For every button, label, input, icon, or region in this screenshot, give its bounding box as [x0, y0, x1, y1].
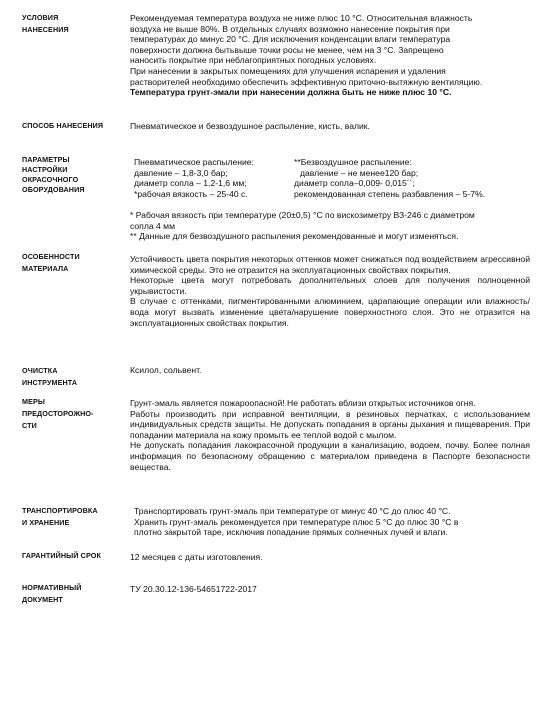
text-line: **Безвоздушное распыление: — [294, 157, 412, 167]
warranty-text — [130, 552, 530, 563]
text-line: Ксилол, сольвент. — [130, 365, 202, 375]
label-precautions: МЕРЫ ПРЕДОСТОРОЖНО- СТИ — [22, 397, 94, 430]
text-line: Рекомендуемая температура воздуха не ниже плюс 10 °С. Относительная влажность — [130, 13, 473, 23]
text-line: воздуха не выше 80%. В отдельных случаях возможно нанесение покрытия при — [130, 23, 450, 34]
application-conditions-text — [130, 13, 530, 98]
text-line: * Рабочая вязкость при температуре (20±0,5) °С по вискозиметру ВЗ-246 с диаметром — [130, 210, 475, 220]
text-line: ТУ 20.30.12-136-54651722-2017 — [130, 584, 257, 594]
paragraph: Грунт-эмаль является пожароопасной! Не работать вблизи открытых источников огня. — [130, 398, 476, 408]
text-line: рекомендованная степень разбавления – 5-7%. — [294, 188, 486, 199]
airless-params — [294, 157, 485, 199]
precautions-text — [130, 398, 530, 472]
paragraph: Не допускать попадания лакокрасочной продукции в канализацию, водоем, почву. Более полная информация по безопасному обращению с материалом приведена в Паспорте безопасности вещества. — [130, 440, 530, 472]
material-features-text — [130, 254, 530, 328]
text-line: *рабочая вязкость – 25-40 с. — [134, 188, 248, 199]
text-line: Транспортировать грунт-эмаль при температуре от минус 40 °С до плюс 40 °С. — [134, 506, 451, 516]
text-line: плотно закрытой таре, исключив попадание прямых солнечных лучей и влаги. — [134, 527, 448, 538]
label-equipment-settings: ПАРАМЕТРЫ НАСТРОЙКИ ОКРАСОЧНОГО ОБОРУДОВАНИЯ — [22, 155, 85, 194]
text-line: диаметр сопла–0,009- 0,015´´; — [294, 178, 415, 189]
label-application-conditions: УСЛОВИЯ НАНЕСЕНИЯ — [22, 13, 69, 34]
text-line: Пневматическое распыление: — [134, 157, 254, 167]
label-transport-storage: ТРАНСПОРТИРОВКА И ХРАНЕНИЕ — [22, 506, 98, 527]
text-line: температурах до минус 20 °С. Для исключения конденсации влаги температура — [130, 34, 451, 45]
paragraph: В случае с оттенками, пигментированными алюминием, царапающие операции или влажность/вода могут вызвать изменение цвета/нарушение поверхностного слоя. Это не отразится на эксплуатационных свойствах покрытия. — [130, 296, 530, 328]
text-line: 12 месяцев с даты изготовления. — [130, 552, 263, 562]
text-line: давление – не менее120 бар; — [300, 167, 419, 178]
bold-warning-line: Температура грунт-эмали при нанесении должна быть не ниже плюс 10 °С. — [130, 87, 452, 98]
paragraph: Устойчивость цвета покрытия некоторых оттенков может снижаться под воздействием агрессивной химической среды. Это не отразится на эксплуатационных свойствах покрытия. — [130, 254, 530, 275]
text-line: наносить покрытие при неблагоприятных погодных условиях. — [130, 55, 377, 66]
normative-document-text — [130, 584, 530, 595]
text-line: растворителей необходимо обеспечить эффективную приточно-вытяжную вентиляцию. — [130, 76, 483, 87]
text-line: сопла 4 мм — [130, 220, 175, 231]
text-line: диаметр сопла – 1,2-1,6 мм; — [134, 178, 247, 189]
pneumatic-params — [134, 157, 254, 199]
text-line: ** Данные для безвоздушного распыления рекомендованные и могут изменяться. — [130, 231, 459, 242]
transport-storage-text — [130, 506, 530, 538]
text-line: Пневматическое и безвоздушное распыление, кисть, валик. — [130, 121, 370, 131]
equipment-notes — [130, 210, 530, 242]
text-line: поверхности должна бытьвыше точки росы не менее, чем на 3 °С. Запрещено — [130, 44, 444, 55]
text-line: Хранить грунт-эмаль рекомендуется при температуре плюс 5 °С до плюс 30 °С в — [134, 516, 459, 527]
label-normative-document: НОРМАТИВНЫЙ ДОКУМЕНТ — [22, 583, 82, 604]
text-line: При нанесении в закрытых помещениях для улучшения испарения и удаления — [130, 65, 446, 76]
label-tool-cleaning: ОЧИСТКА ИНСТРУМЕНТА — [22, 366, 78, 387]
tool-cleaning-text — [130, 365, 530, 376]
application-method-text — [130, 121, 530, 132]
label-application-method: СПОСОБ НАНЕСЕНИЯ — [22, 121, 104, 130]
label-warranty: ГАРАНТИЙНЫЙ СРОК — [22, 551, 101, 560]
paragraph: Некоторые цвета могут потребовать дополнительных слоев для получения полноценной укрывистости. — [130, 275, 530, 296]
label-material-features: ОСОБЕННОСТИ МАТЕРИАЛА — [22, 252, 80, 273]
text-line: давление – 1,8-3,0 бар; — [134, 167, 228, 178]
paragraph: Работы производить при исправной вентиляции, в резиновых перчатках, с использованием индивидуальных средств защиты. Не допускать попадания в органы дыхания и пищеварения. При попадании материала на кожу промыть ее теплой водой с мылом. — [130, 408, 530, 440]
